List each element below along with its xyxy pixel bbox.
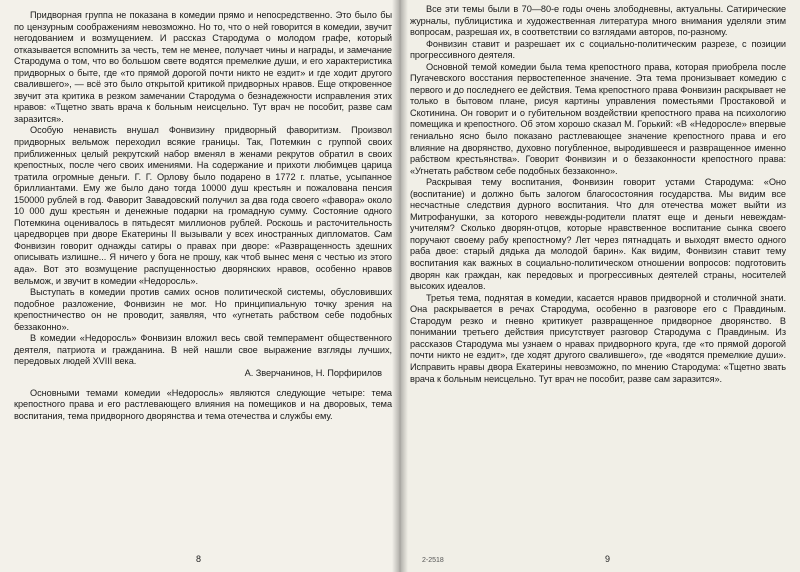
signature: А. Зверчанинов, Н. Порфирилов [244,367,382,378]
left-paragraph-2: Особую ненависть внушал Фонвизину придворный фаворитизм. Произвол придворных вельмож переходил всякие границы. Так, Потемкин с группой своих приближенных целый рекрутский набор вменял в женами рекрутов обратил в своих крепостных, после чего своих имениями. На содержание и прихоти любимцев царица тратила огромные деньги. Г. Г. Орлову было подарено в 1772 г. платье, усыпанное бриллиантами. Ему же было дано тогда 10000 душ крестьян и пожалована пенсия 150000 рублей в год. Фаворит Завадовский получил за два года своего «фавора» около 10 000 душ крестьян и денежные подарки на громадную сумму. Состояние одного Потемкина оценивалось в пятьдесят миллионов рублей. Роскошь и расточительность царедворцев при дворе Екатерины II вызывали у всех иностранных дипломатов. Сам Фонвизин говорит однажды сатиры о правах при дворе: «Развращенность здешних описывать излишне... Я ничего у бога не прошу, как чтоб вынес меня с честью из этого ада». Вот это возмущение распущенностью дворянских нравов, особенно нравов вельмож, и звучит в комедии «Недоросль». [14,125,392,286]
left-paragraph-1: Придворная группа не показана в комедии прямо и непосредственно. Это было бы по цензурным соображениям невозможно. Но то, что о ней говорится в комедии, звучит негодованием и возмущением. И рассказ Стародума о молодом графе, который отказывается вспомнить за честь, тем не менее, получает чины и награды, и замечание Стародума о том, что во большом свете водятся премелкие души, и его характеристика придворных о быте, где «то прямой дорогой почти никто не ездит» и где ходит другого свалившего», — всё это было открытой критикой придворных нравов. Еще откровенное звучит эта критика в резком замечании Стародума о безнадежности исправления этих нравов: «Тщетно звать врача к больным неисцельно. Тут врач не пособит, разве сам заразится». [14,10,392,124]
left-closing-paragraph: Основными темами комедии «Недоросль» являются следующие четыре: тема крепостного права и его растлевающего влияния на помещиков и на дворовых, тема воспитания, тема придворного дворянства и тема отечества и службы ему. [14,387,392,421]
right-paragraph-2: Фонвизин ставит и разрешает их с социально-политическим разрезе, с позиции прогрессивного деятеля. [410,38,786,61]
right-paragraph-1: Все эти темы были в 70—80-е годы очень злободневны, актуальны. Сатирические журналы, публицистика и художественная литература много внимания уделяли этим вопросам, разрешая их, в соответствии со взглядами авторов, по-разному. [410,4,786,38]
page-number-right: 9 [605,554,611,564]
right-paragraph-5: Третья тема, поднятая в комедии, касается нравов придворной и столичной знати. Она раскрывается в речах Стародума, особенно в разговоре его с Правдиным. Стародум резко и гневно критикует развращенное придворное дворянство. В понимании третьего действия присутствует разговор Стародума с Правдиным. Из рассказов Стародума мы узнаем о нравах придворного круга, где «то прямой дорогой почти никто не ездит», где ходят другого свалившего», где «водятся премелкие души». Исправить нравы двора Екатерины невозможно, по мнению Стародума: «Тщетно звать врача к больным неисцельно. Тут врач не пособит, разве сам заразится». [410,292,786,384]
right-page [400,0,800,572]
spacer [14,380,392,388]
right-paragraph-4: Раскрывая тему воспитания, Фонвизин говорит устами Стародума: «Оно (воспитание) и должно быть залогом благосостояния государства. Мы видим все несчастные следствия дурного воспитания. Что для отечества может выйти из Митрофанушки, за которого невежды-родители платят еще и деньги невеждам-учителям? Сколько дворян-отцов, которые нравственное воспитание сынка своего поручают своему рабу крепостному? Лет через пятнадцать и выходят вместо одного раба двое: старый дядька да молодой барин». Как видим, Фонвизин ставит тему воспитания как важных в социально-политическом отношении вопросов: подготовить дворян как граждан, как передовых и прогрессивных деятелей страны, носителей высоких идеалов. [410,177,786,292]
left-paragraph-3: Выступать в комедии против самих основ политической системы, обусловивших подобное разложение, Фонвизин не мог. Но принципиальную точку зрения на крепостничество он не проводит, заявляя, что «угнетать рабством себе подобных беззаконно». [14,287,392,332]
left-paragraph-4: В комедии «Недоросль» Фонвизин вложил весь свой темперамент общественного деятеля, патриота и гражданина. В ней нашли свое выражение взгляды лучших, передовых людей XVIII века. [14,333,392,367]
print-mark: 2-2518 [422,557,444,564]
right-paragraph-3: Основной темой комедии была тема крепостного права, которая приобрела после Пугачевского восстания первостепенное значение. Эта тема пронизывает комедию с первого и до последнего ее действия. Тема крепостного права Фонвизин раскрывает не только в бытовом плане, рисуя картины управления поместьями Простаковой и Скотинина. Он говорит и о губительном воздействии крепостного права на психологию помещика и крепостного. Об этом хорошо сказал М. Горький: «В «Недоросле» впервые гениально ясно было показано растлевающее значение крепостного права и его влияние на дворянство, духовно погубленное, выродившееся и развращенное именно рабством крестьянства». Говорит Фонвизин и о беззаконности крепостного права: «Угнетать рабством себе подобных беззаконно». [410,61,786,176]
page-number-left: 8 [196,554,202,564]
